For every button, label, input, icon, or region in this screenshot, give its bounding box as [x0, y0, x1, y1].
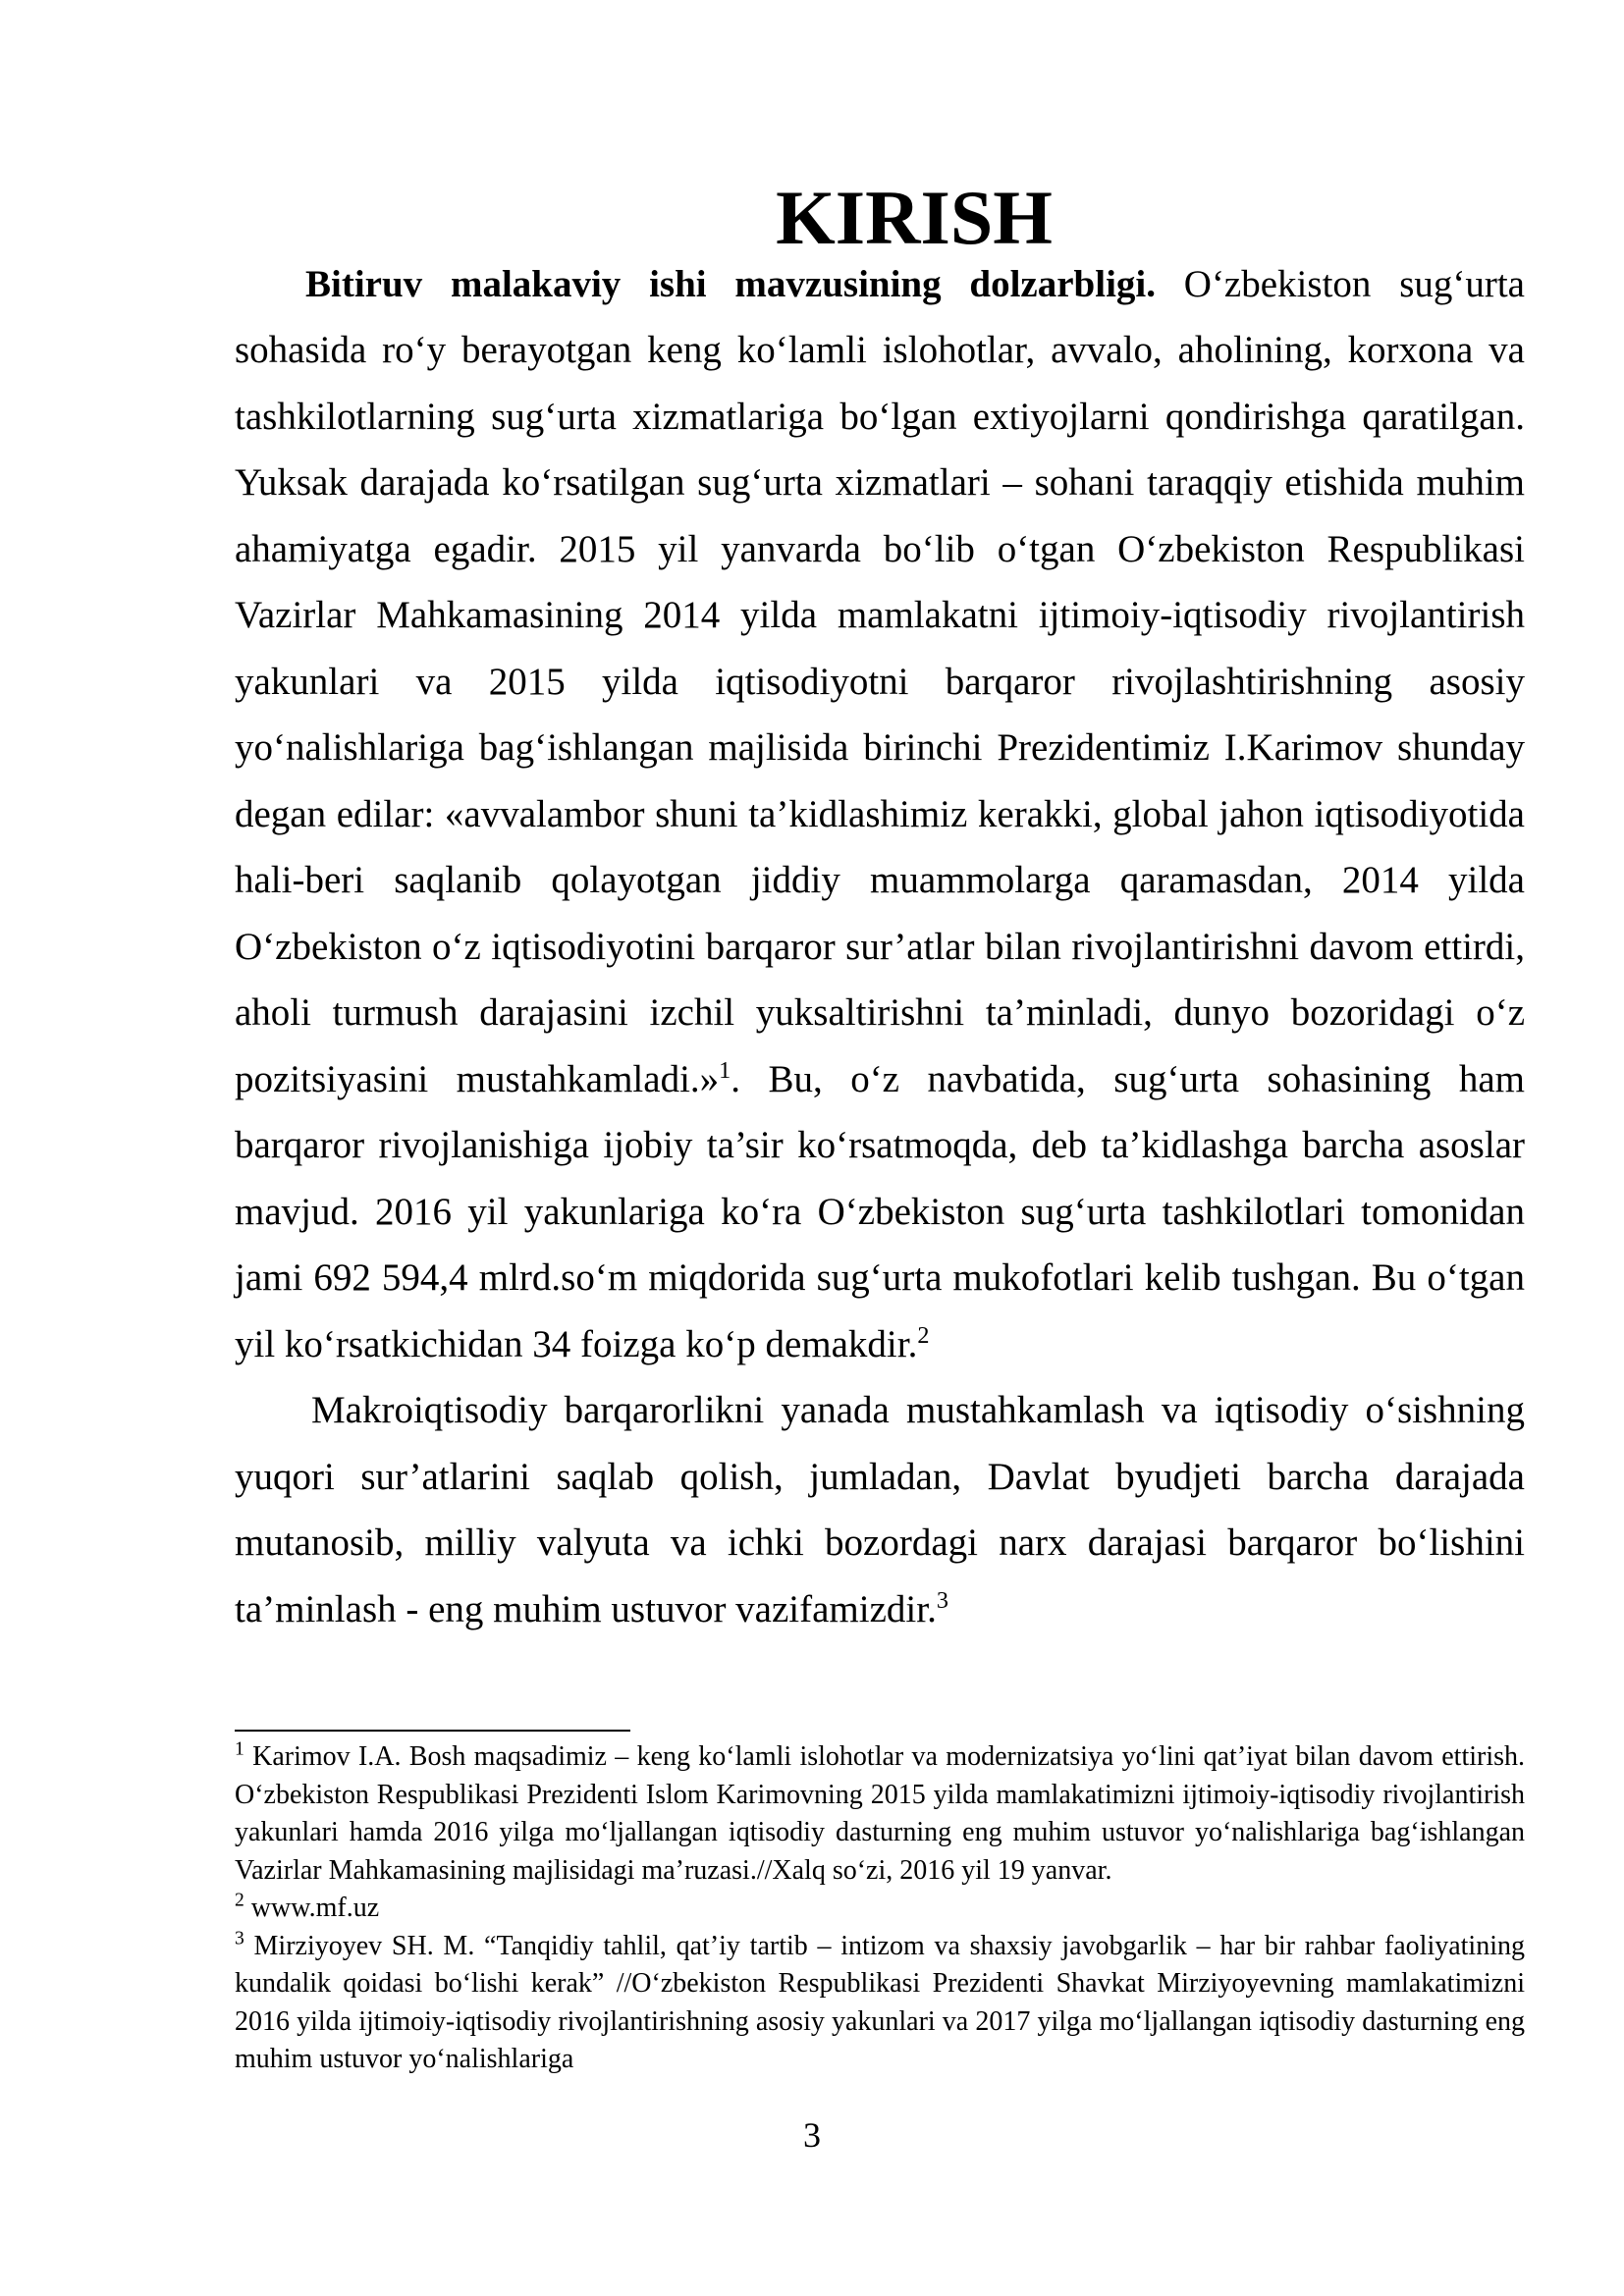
main-text — [235, 175, 1525, 1642]
paragraph-text-b: . Bu, o‘z navbatida, sug‘urta sohasining ham barqaror rivojlanishiga ijobiy ta’sir ko‘rsatmoqda, deb ta’kidlashga barcha asoslar mavjud. 2016 yil yakunlariga ko‘ra O‘zbekiston sug‘urta tashkilotlari tomonidan jami 692 594,4 mlrd.so‘m miqdorida sug‘urta mukofotlari kelib tushgan. Bu o‘tgan yil ko‘rsatkichidan 34 foizga ko‘p demakdir. — [235, 1057, 1525, 1365]
footnote-text: Mirziyoyev SH. M. “Tanqidiy tahlil, qat’iy tartib – intizom va shaxsiy javobgarlik – har bir rahbar faoliyatining kundalik qoidasi bo‘lishi kerak” //O‘zbekiston Respublikasi Prezidenti Shavkat Mirziyoyevning mamlakatimizni 2016 yilda ijtimoiy-iqtisodiy rivojlantirishning asosiy yakunlari va 2017 yilga mo‘ljallangan iqtisodiy dasturning eng muhim ustuvor yo‘nalishlariga — [235, 1930, 1525, 2074]
footnote-ref-1[interactable]: 1 — [719, 1056, 731, 1084]
footnotes — [235, 1738, 1525, 2079]
footnote-text: Karimov I.A. Bosh maqsadimiz – keng ko‘lamli islohotlar va modernizatsiya yo‘lini qat’iyat bilan davom ettirish. O‘zbekiston Respublikasi Prezidenti Islom Karimovning 2015 yilda mamlakatimizni ijtimoiy-iqtisodiy rivojlantirish yakunlari hamda 2016 yilga mo‘ljallangan iqtisodiy dasturning eng muhim ustuvor yo‘nalishlariga bag‘ishlangan Vazirlar Mahkamasining majlisidagi ma’ruzasi.//Xalq so‘zi, 2016 yil 19 yanvar. — [235, 1741, 1525, 1886]
footnote-ref-2[interactable]: 2 — [917, 1321, 930, 1349]
paragraph-relevance — [235, 251, 1525, 1378]
paragraph2-text: Makroiqtisodiy barqarorlikni yanada mustahkamlash va iqtisodiy o‘sishning yuqori sur’atlarini saqlab qolish, jumladan, Davlat byudjeti barcha darajada mutanosib, milliy valyuta va ichki bozordagi narx darajasi barqaror bo‘lishini ta’minlash - eng muhim ustuvor vazifamizdir. — [235, 1389, 1525, 1630]
footnote-ref-3[interactable]: 3 — [936, 1586, 948, 1614]
paragraph-lead: Bitiruv malakaviy ishi mavzusining dolzarbligi. — [305, 262, 1156, 305]
footnote-number: 3 — [235, 1928, 244, 1949]
paragraph-macroeconomic — [235, 1377, 1525, 1642]
section-heading: KIRISH — [776, 175, 1053, 260]
footnote-text: www.mf.uz — [244, 1893, 380, 1923]
footnote-separator — [235, 1730, 630, 1732]
footnote-number: 2 — [235, 1890, 244, 1911]
footnote-number: 1 — [235, 1738, 244, 1760]
footnote-3 — [235, 1928, 1525, 2079]
paragraph-text-a: O‘zbekiston sug‘urta sohasida ro‘y berayotgan keng ko‘lamli islohotlar, avvalo, aholining, korxona va tashkilotlarning sug‘urta xizmatlariga bo‘lgan extiyojlarni qondirishga qaratilgan. Yuksak darajada ko‘rsatilgan sug‘urta xizmatlari – sohani taraqqiy etishida muhim ahamiyatga egadir. 2015 yil yanvarda bo‘lib o‘tgan O‘zbekiston Respublikasi Vazirlar Mahkamasining 2014 yilda mamlakatni ijtimoiy-iqtisodiy rivojlantirish yakunlari va 2015 yilda iqtisodiyotni barqaror rivojlashtirishning asosiy yo‘nalishlariga bag‘ishlangan majlisida birinchi Prezidentimiz I.Karimov shunday degan edilar: «avvalambor shuni ta’kidlashimiz kerakki, global jahon iqtisodiyotida hali-beri saqlanib qolayotgan jiddiy muammolarga qaramasdan, 2014 yilda O‘zbekiston o‘z iqtisodiyotini barqaror sur’atlar bilan rivojlantirishni davom ettirdi, aholi turmush darajasini izchil yuksaltirishni ta’minladi, dunyo bozoridagi o‘z pozitsiyasini mustahkamladi.» — [235, 262, 1525, 1100]
footnote-2 — [235, 1890, 1525, 1928]
page-number: 3 — [803, 2115, 821, 2155]
footnote-1 — [235, 1738, 1525, 1890]
